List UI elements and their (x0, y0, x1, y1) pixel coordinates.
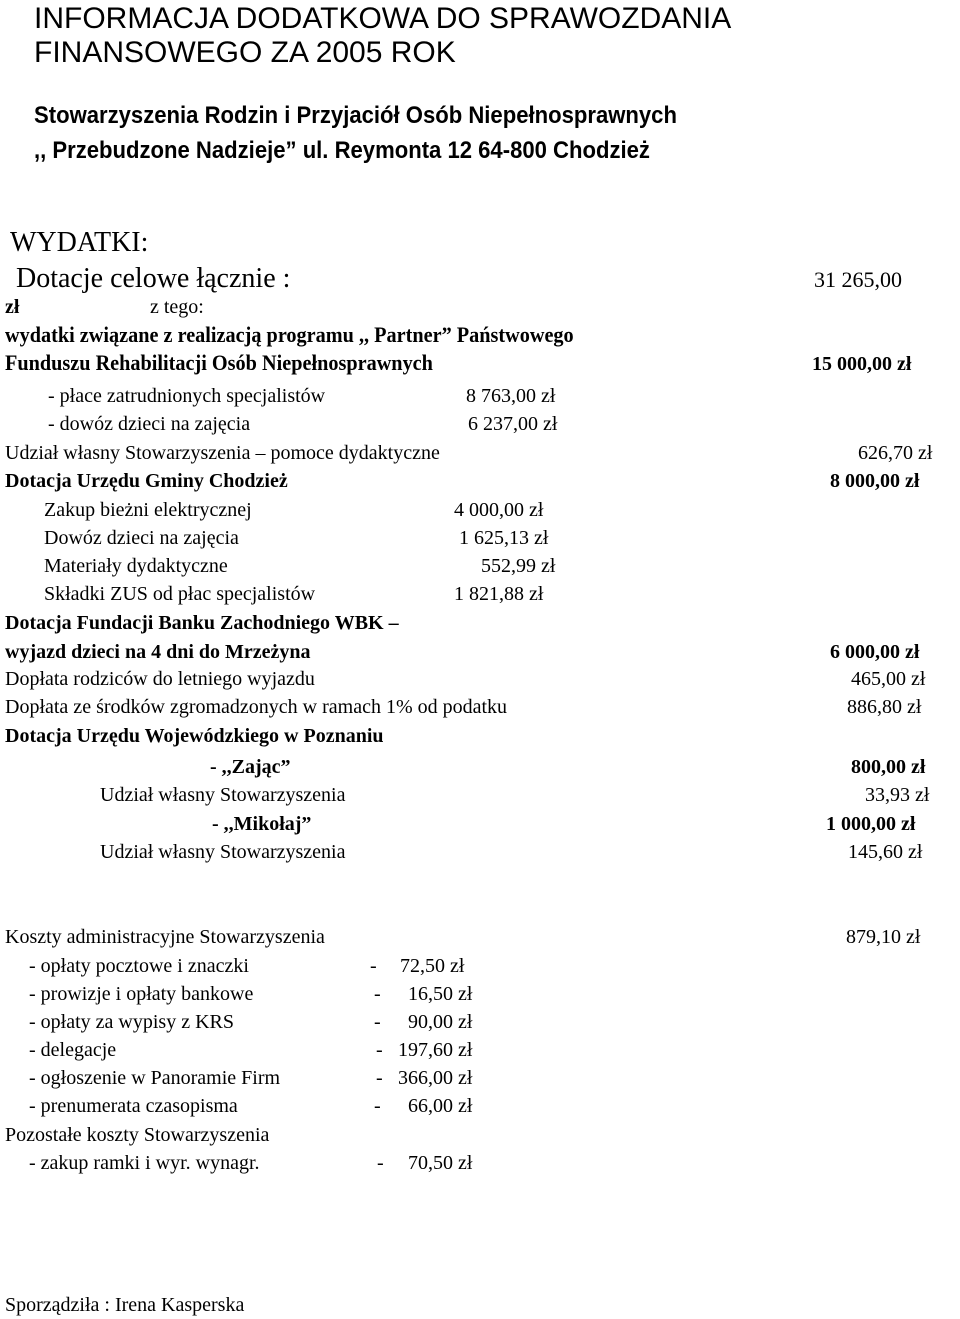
koszt-item-dash: - (374, 1011, 381, 1033)
koszt-item-value: 197,60 zł (398, 1039, 473, 1061)
gmina-item-value: 4 000,00 zł (454, 499, 544, 521)
koszt-item-label: - prowizje i opłaty bankowe (29, 983, 254, 1005)
pozostale-koszty-label: Pozostałe koszty Stowarzyszenia (5, 1124, 270, 1146)
pfron-program-line-1: wydatki związane z realizacją programu ,, Partner” Państwowego (5, 322, 574, 347)
mikolaj-label: - ,,Mikołaj” (212, 813, 312, 835)
koszt-item-label: - ogłoszenie w Panoramie Firm (29, 1067, 281, 1089)
pfron-program-line-2: Funduszu Rehabilitacji Osób Niepełnosprawnych (5, 350, 433, 375)
mikolaj-udzial-value: 145,60 zł (848, 841, 923, 863)
koszt-item-value: 66,00 zł (408, 1095, 473, 1117)
organization-address: ,, Przebudzone Nadzieje” ul. Reymonta 12 64-800 Chodzież (34, 137, 650, 164)
zajac-udzial-label: Udział własny Stowarzyszenia (100, 784, 346, 806)
wyjazd-mrzezyno-label: wyjazd dzieci na 4 dni do Mrzeżyna (5, 641, 311, 663)
koszt-item-dash: - (374, 1095, 381, 1117)
koszt-item-dash: - (370, 955, 377, 977)
koszt-item-label: - opłaty pocztowe i znaczki (29, 955, 249, 977)
place-specjalistow-value: 8 763,00 zł (466, 385, 556, 407)
udzial-wlasny-pomoce-value: 626,70 zł (858, 442, 933, 464)
zajac-value: 800,00 zł (851, 756, 926, 778)
dowoz-dzieci-label: - dowóz dzieci na zajęcia (48, 413, 251, 435)
doplata-rodzicow-label: Dopłata rodziców do letniego wyjazdu (5, 668, 315, 690)
koszt-item-label: - opłaty za wypisy z KRS (29, 1011, 234, 1033)
dotacja-gminy-label: Dotacja Urzędu Gminy Chodzież (5, 470, 288, 492)
koszt-item-label: - zakup ramki i wyr. wynagr. (29, 1152, 260, 1174)
koszt-item-dash: - (374, 983, 381, 1005)
gmina-item-label: Składki ZUS od płac specjalistów (44, 583, 316, 605)
organization-name: Stowarzyszenia Rodzin i Przyjaciół Osób Niepełnosprawnych (34, 102, 677, 129)
koszty-administracyjne-value: 879,10 zł (846, 926, 921, 948)
pfron-program-value: 15 000,00 zł (812, 353, 912, 375)
koszt-item-value: 72,50 zł (400, 955, 465, 977)
doplata-1-procent-label: Dopłata ze środków zgromadzonych w ramach 1% od podatku (5, 696, 508, 718)
koszt-item-label: - prenumerata czasopisma (29, 1095, 238, 1117)
doplata-1-procent-value: 886,80 zł (847, 696, 922, 718)
gmina-item-value: 1 625,13 zł (459, 527, 549, 549)
gmina-item-value: 1 821,88 zł (454, 583, 544, 605)
koszt-item-value: 366,00 zł (398, 1067, 473, 1089)
koszt-item-dash: - (376, 1067, 383, 1089)
udzial-wlasny-pomoce-label: Udział własny Stowarzyszenia – pomoce dydaktyczne (5, 442, 440, 464)
koszt-item-dash: - (376, 1039, 383, 1061)
dotacja-wojewodzka-label: Dotacja Urzędu Wojewódzkiego w Poznaniu (5, 725, 384, 747)
dowoz-dzieci-value: 6 237,00 zł (468, 413, 558, 435)
dotacja-wbk-value: 6 000,00 zł (830, 641, 920, 663)
gmina-item-label: Materiały dydaktyczne (44, 555, 228, 577)
koszt-item-value: 90,00 zł (408, 1011, 473, 1033)
zajac-udzial-value: 33,93 zł (865, 784, 930, 806)
dotacje-celowe-label: Dotacje celowe łącznie : (16, 263, 291, 294)
dotacja-gminy-value: 8 000,00 zł (830, 470, 920, 492)
document-title-line-1: INFORMACJA DODATKOWA DO SPRAWOZDANIA (34, 2, 732, 35)
gmina-item-value: 552,99 zł (481, 555, 556, 577)
koszty-administracyjne-label: Koszty administracyjne Stowarzyszenia (5, 926, 325, 948)
koszt-item-label: - delegacje (29, 1039, 117, 1061)
mikolaj-udzial-label: Udział własny Stowarzyszenia (100, 841, 346, 863)
gmina-item-label: Zakup bieżni elektrycznej (44, 499, 252, 521)
dotacja-wbk-label: Dotacja Fundacji Banku Zachodniego WBK – (5, 612, 399, 634)
z-tego-label: z tego: (150, 296, 204, 318)
signature: Sporządziła : Irena Kasperska (5, 1294, 245, 1316)
mikolaj-value: 1 000,00 zł (826, 813, 916, 835)
gmina-item-label: Dowóz dzieci na zajęcia (44, 527, 239, 549)
doplata-rodzicow-value: 465,00 zł (851, 668, 926, 690)
currency-unit: zł (5, 296, 20, 318)
section-heading-wydatki: WYDATKI: (10, 227, 149, 258)
place-specjalistow-label: - płace zatrudnionych specjalistów (48, 385, 326, 407)
koszt-item-dash: - (377, 1152, 384, 1174)
zajac-label: - ,,Zając” (210, 756, 291, 778)
koszt-item-value: 16,50 zł (408, 983, 473, 1005)
dotacje-celowe-value: 31 265,00 (814, 267, 902, 292)
document-title-line-2: FINANSOWEGO ZA 2005 ROK (34, 36, 456, 69)
koszt-item-value: 70,50 zł (408, 1152, 473, 1174)
